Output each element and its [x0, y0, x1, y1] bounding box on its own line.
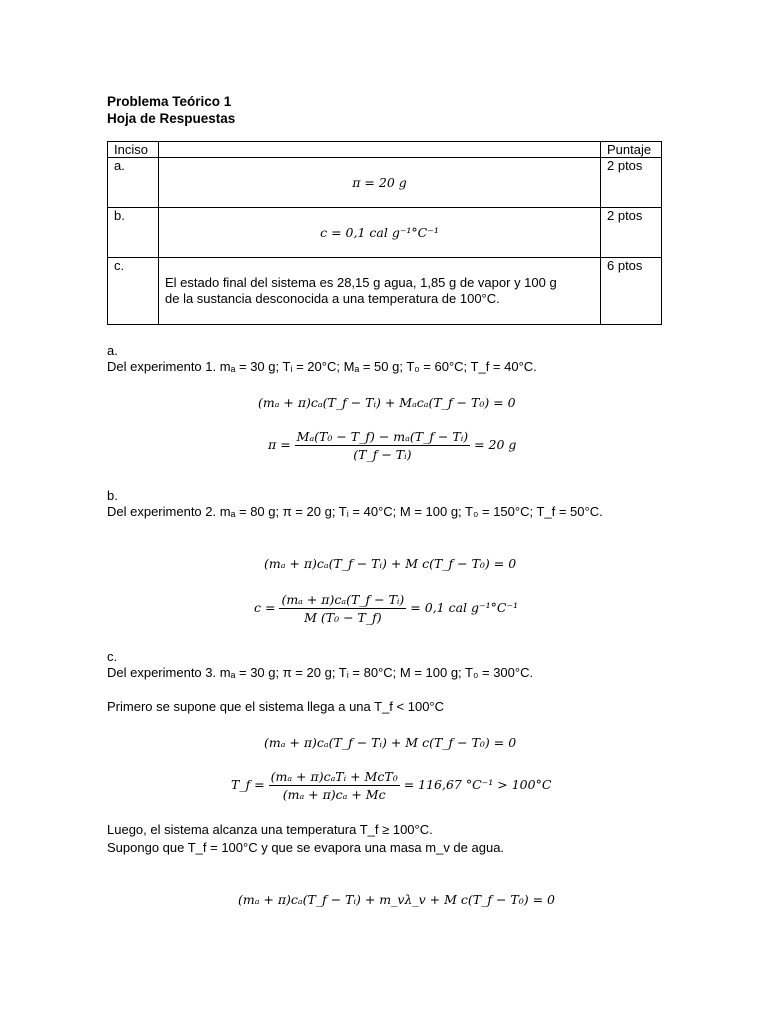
section-a-equation-2 — [268, 428, 516, 463]
row-answer-line: El estado final del sistema es 28,15 g agua, 1,85 g de vapor y 100 g — [165, 275, 557, 290]
row-answer-line: de la sustancia desconocida a una temperatura de 100°C. — [165, 291, 500, 306]
section-c-experiment: Del experimento 3. mₐ = 30 g; π = 20 g; Tᵢ = 80°C; M = 100 g; T₀ = 300°C. — [107, 665, 534, 680]
table-row — [108, 258, 662, 325]
fraction-numerator: Mₐ(T₀ − T_f) − mₐ(T_f − Tᵢ) — [296, 429, 469, 444]
table-header-inciso: Inciso — [108, 142, 159, 158]
section-a-experiment: Del experimento 1. mₐ = 30 g; Tᵢ = 20°C; Mₐ = 50 g; T₀ = 60°C; T_f = 40°C. — [107, 359, 537, 374]
section-a-label: a. — [107, 343, 118, 358]
table-header-answer — [159, 142, 601, 158]
section-c-suppose: Supongo que T_f = 100°C y que se evapora una masa m_v de agua. — [107, 840, 505, 855]
row-answer: c = 0,1 cal g⁻¹°C⁻¹ — [159, 208, 601, 258]
eq-lhs: π = — [268, 437, 291, 452]
table-header-row — [108, 142, 662, 158]
row-inciso: a. — [108, 158, 159, 208]
row-inciso: b. — [108, 208, 159, 258]
row-points: 6 ptos — [601, 258, 662, 325]
header-subtitle: Hoja de Respuestas — [107, 111, 236, 126]
row-points: 2 ptos — [601, 208, 662, 258]
section-c-label: c. — [107, 649, 118, 664]
row-points: 2 ptos — [601, 158, 662, 208]
fraction — [295, 428, 470, 463]
row-answer — [159, 258, 601, 325]
table-row — [108, 208, 662, 258]
row-answer: π = 20 g — [159, 158, 601, 208]
section-c-equation-2 — [231, 768, 551, 803]
section-b-equation-1: (mₐ + π)cₐ(T_f − Tᵢ) + M c(T_f − T₀) = 0 — [264, 556, 517, 571]
fraction-denominator: (T_f − Tᵢ) — [353, 447, 412, 462]
section-c-equation-3: (mₐ + π)cₐ(T_f − Tᵢ) + m_vλ_v + M c(T_f − T₀) = 0 — [238, 892, 555, 907]
section-c-then: Luego, el sistema alcanza una temperatura T_f ≥ 100°C. — [107, 822, 433, 837]
section-b-label: b. — [107, 488, 118, 503]
fraction-denominator: (mₐ + π)cₐ + Mc — [282, 787, 386, 802]
eq-lhs: c = — [254, 600, 276, 615]
answers-table — [107, 141, 662, 325]
fraction — [269, 768, 400, 803]
fraction-numerator: (mₐ + π)cₐTᵢ + McT₀ — [270, 769, 398, 784]
eq-rhs: = 0,1 cal g⁻¹°C⁻¹ — [410, 600, 519, 615]
section-b-equation-2 — [254, 591, 518, 626]
section-c-equation-1: (mₐ + π)cₐ(T_f − Tᵢ) + M c(T_f − T₀) = 0 — [264, 735, 517, 750]
fraction — [279, 591, 406, 626]
row-inciso: c. — [108, 258, 159, 325]
eq-rhs: = 20 g — [474, 437, 517, 452]
section-a-equation-1: (mₐ + π)cₐ(T_f − Tᵢ) + Mₐcₐ(T_f − T₀) = 0 — [258, 395, 516, 410]
fraction-numerator: (mₐ + π)cₐ(T_f − Tᵢ) — [281, 592, 405, 607]
header-title: Problema Teórico 1 — [107, 94, 232, 109]
fraction-denominator: M (T₀ − T_f) — [304, 610, 382, 625]
section-c-assumption: Primero se supone que el sistema llega a una T_f < 100°C — [107, 699, 445, 714]
eq-rhs: = 116,67 °C⁻¹ > 100°C — [403, 777, 552, 792]
table-header-puntaje: Puntaje — [601, 142, 662, 158]
table-row — [108, 158, 662, 208]
eq-lhs: T_f = — [231, 777, 265, 792]
section-b-experiment: Del experimento 2. mₐ = 80 g; π = 20 g; Tᵢ = 40°C; M = 100 g; T₀ = 150°C; T_f = 50°C. — [107, 504, 603, 519]
